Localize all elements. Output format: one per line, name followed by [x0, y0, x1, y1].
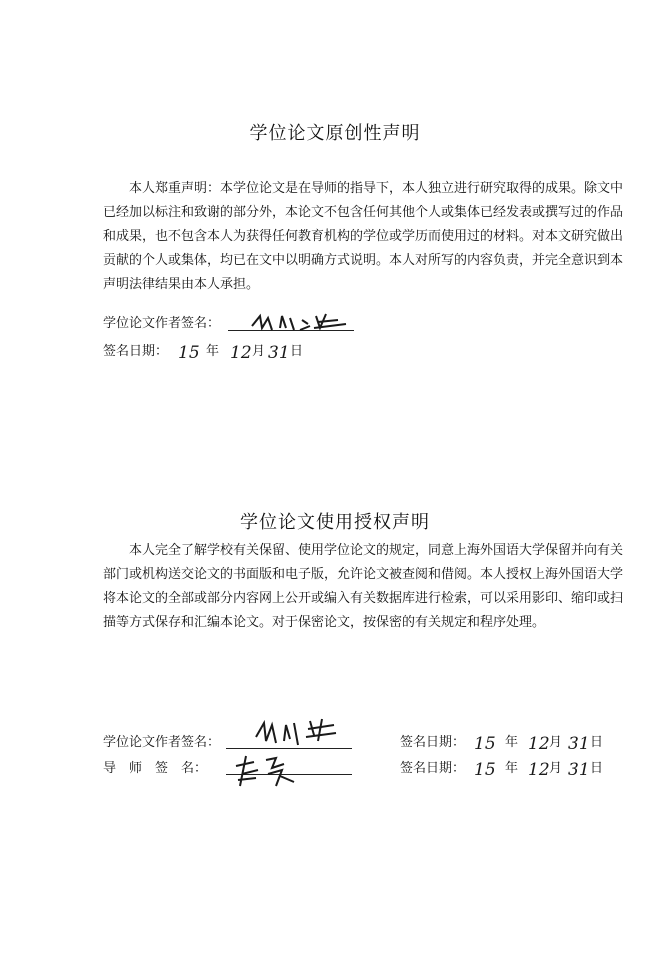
signature-date-label: 签名日期： — [103, 344, 169, 359]
author-date-row — [400, 731, 465, 755]
author-signature-row — [103, 312, 220, 336]
author-signature-label-2: 学位论文作者签名： — [103, 735, 221, 750]
author-signature-label: 学位论文作者签名： — [103, 316, 221, 331]
date-day-value: 31 — [268, 343, 290, 363]
author-date-day: 31 — [568, 734, 590, 754]
supervisor-date-month-unit: 月 — [549, 761, 563, 776]
author-signature-row-2 — [103, 731, 220, 755]
supervisor-date-year: 15 — [474, 760, 496, 780]
author-date-day-unit: 日 — [590, 735, 604, 750]
date-month-unit: 月 — [252, 344, 266, 359]
author-date-month-unit: 月 — [549, 735, 563, 750]
date-year-value: 15 — [178, 343, 200, 363]
author-date-label: 签名日期： — [400, 735, 466, 750]
supervisor-signature-row — [103, 757, 207, 781]
originality-declaration-title: 学位论文原创性声明 — [249, 123, 421, 144]
author-date-month: 12 — [528, 734, 550, 754]
originality-declaration-text — [103, 177, 623, 297]
supervisor-date-row — [400, 757, 465, 781]
author-signature-handwriting-2 — [252, 715, 352, 749]
date-day-unit: 日 — [290, 344, 304, 359]
author-date-year: 15 — [474, 734, 496, 754]
authorization-declaration-text — [103, 539, 623, 635]
supervisor-signature-label: 导 师 签 名： — [103, 761, 208, 776]
date-year-unit: 年 — [206, 344, 220, 359]
supervisor-date-day-unit: 日 — [590, 761, 604, 776]
supervisor-date-month: 12 — [528, 760, 550, 780]
supervisor-signature-handwriting — [232, 752, 312, 792]
supervisor-date-label: 签名日期： — [400, 761, 466, 776]
authorization-declaration-title: 学位论文使用授权声明 — [240, 512, 430, 533]
date-month-value: 12 — [230, 343, 252, 363]
signature-date-row — [103, 340, 168, 364]
originality-declaration-body: 本人郑重声明：本学位论文是在导师的指导下，本人独立进行研究取得的成果。除文中已经加以标注和致谢的部分外，本论文不包含任何其他个人或集体已经发表或撰写过的作品和成果，也不包含本人为获得任何教育机构的学位或学历而使用过的材料。对本文研究做出贡献的个人或集体，均已在文中以明确方式说明。本人对所写的内容负责，并完全意识到本声明法律结果由本人承担。 — [103, 181, 624, 292]
authorization-declaration-body: 本人完全了解学校有关保留、使用学位论文的规定，同意上海外国语大学保留并向有关部门或机构送交论文的书面版和电子版，允许论文被查阅和借阅。本人授权上海外国语大学将本论文的全部或部分内容网上公开或编入有关数据库进行检索，可以采用影印、缩印或扫描等方式保存和汇编本论文。对于保密论文，按保密的有关规定和程序处理。 — [103, 543, 624, 630]
supervisor-date-day: 31 — [568, 760, 590, 780]
supervisor-date-year-unit: 年 — [505, 761, 519, 776]
author-date-year-unit: 年 — [505, 735, 519, 750]
author-signature-handwriting — [250, 310, 354, 334]
